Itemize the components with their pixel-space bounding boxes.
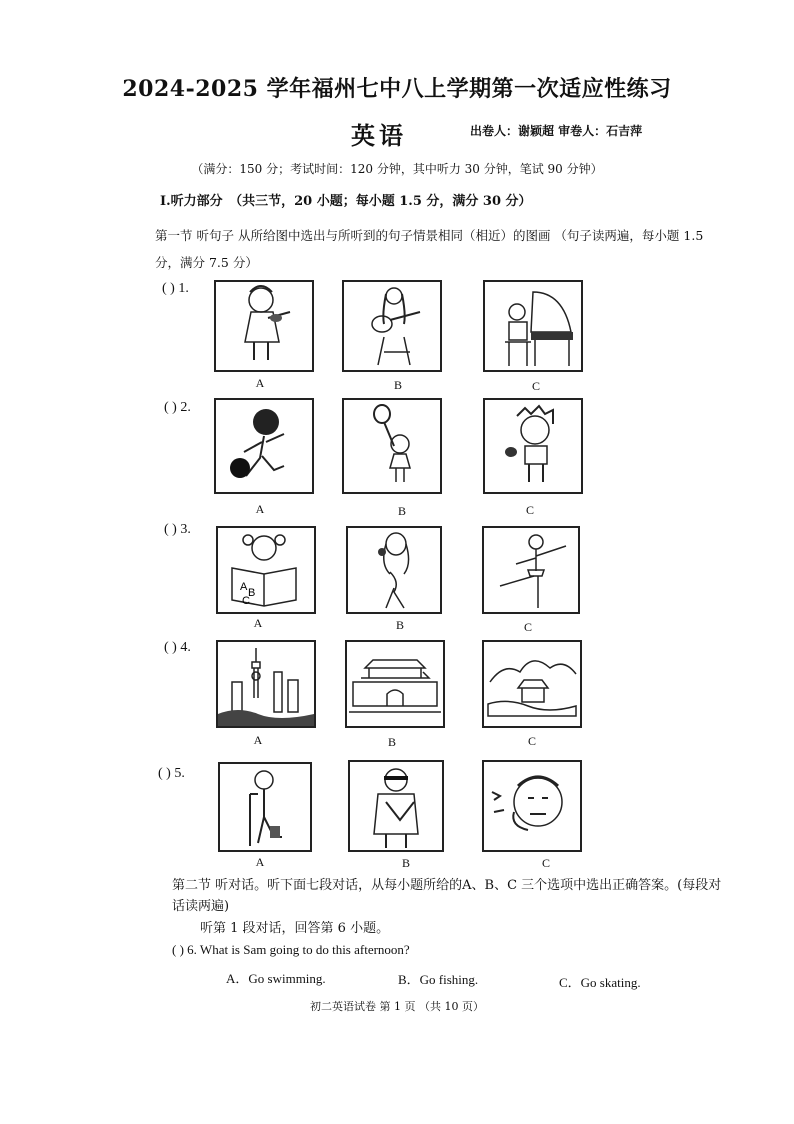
option-1a: A xyxy=(255,376,265,390)
question-number-1: ( ) 1. xyxy=(162,281,189,296)
picture-2b-girl-badminton[interactable] xyxy=(342,398,442,494)
dialog1-subinstruction: 听第 1 段对话，回答第 6 小题。 xyxy=(200,921,390,936)
option-5b: B xyxy=(401,856,410,870)
picture-5c-boy-toothache[interactable] xyxy=(482,760,582,852)
picture-3b-woman-singing[interactable] xyxy=(346,526,442,614)
option-1c: C xyxy=(531,379,540,393)
question-number-3: ( ) 3. xyxy=(164,522,191,537)
question-number-2: ( ) 2. xyxy=(164,400,191,415)
picture-4b-tiananmen[interactable] xyxy=(345,640,445,728)
picture-1c-girl-piano[interactable] xyxy=(483,280,583,372)
option-3a: A xyxy=(253,616,263,630)
option-2c: C xyxy=(525,503,534,517)
authors-line: 出卷人：谢颖超 审卷人：石吉萍 xyxy=(470,124,643,138)
option-5a: A xyxy=(255,855,265,869)
picture-5a-boy-crutches[interactable] xyxy=(218,762,312,852)
picture-1b-woman-guitar[interactable] xyxy=(342,280,442,372)
option-3b: B xyxy=(395,618,404,632)
question-6-option-c[interactable]: C．Go skating. xyxy=(559,975,641,990)
option-2a: A xyxy=(255,502,265,516)
picture-3c-girl-dancing[interactable] xyxy=(482,526,580,614)
picture-4a-shanghai-skyline[interactable] xyxy=(216,640,316,728)
option-5c: C xyxy=(541,856,550,870)
svg-text:B: B xyxy=(248,587,256,599)
subject-title: 英语 xyxy=(351,121,407,150)
picture-2a-boy-basketball[interactable] xyxy=(214,398,314,494)
section1-heading: I.听力部分 （共三节，20 小题；每小题 1.5 分，满分 30 分） xyxy=(160,194,532,209)
svg-text:A: A xyxy=(240,581,248,593)
question-number-5: ( ) 5. xyxy=(158,766,185,781)
exam-title: 2024-2025 学年福州七中八上学期第一次适应性练习 xyxy=(122,76,672,102)
picture-1a-girl-violin[interactable] xyxy=(214,280,314,372)
question-6-option-a[interactable]: A．Go swimming. xyxy=(226,971,326,986)
part1-instruction: 第一节 听句子 从所给图中选出与所听到的句子情景相同（相近）的图画 （句子读两遍，每小题 1.5 分，满分 7.5 分） xyxy=(155,228,704,270)
svg-text:C: C xyxy=(242,595,250,607)
exam-meta: （满分：150 分；考试时间：120 分钟，其中听力 30 分钟，笔试 90 分钟） xyxy=(191,162,603,176)
option-4a: A xyxy=(253,733,263,747)
picture-3a-girl-reading[interactable] xyxy=(216,526,316,614)
picture-2c-boy-pingpong[interactable] xyxy=(483,398,583,494)
picture-4c-pagoda-scenery[interactable] xyxy=(482,640,582,728)
option-3c: C xyxy=(523,620,532,634)
question-number-4: ( ) 4. xyxy=(164,640,191,655)
page-footer: 初二英语试卷 第 1 页 （共 10 页） xyxy=(310,1000,484,1013)
picture-5b-boy-arm-sling[interactable] xyxy=(348,760,444,852)
option-4c: C xyxy=(527,734,536,748)
option-4b: B xyxy=(387,735,396,749)
part2-instruction: 第二节 听对话。听下面七段对话，从每小题所给的A、B、C 三个选项中选出正确答案。(每段对话读两遍) xyxy=(172,878,722,914)
option-1b: B xyxy=(393,378,402,392)
question-6-stem: ( ) 6. What is Sam going to do this afternoon? xyxy=(172,942,410,957)
option-2b: B xyxy=(397,504,406,518)
question-6-option-b[interactable]: B．Go fishing. xyxy=(398,972,479,987)
